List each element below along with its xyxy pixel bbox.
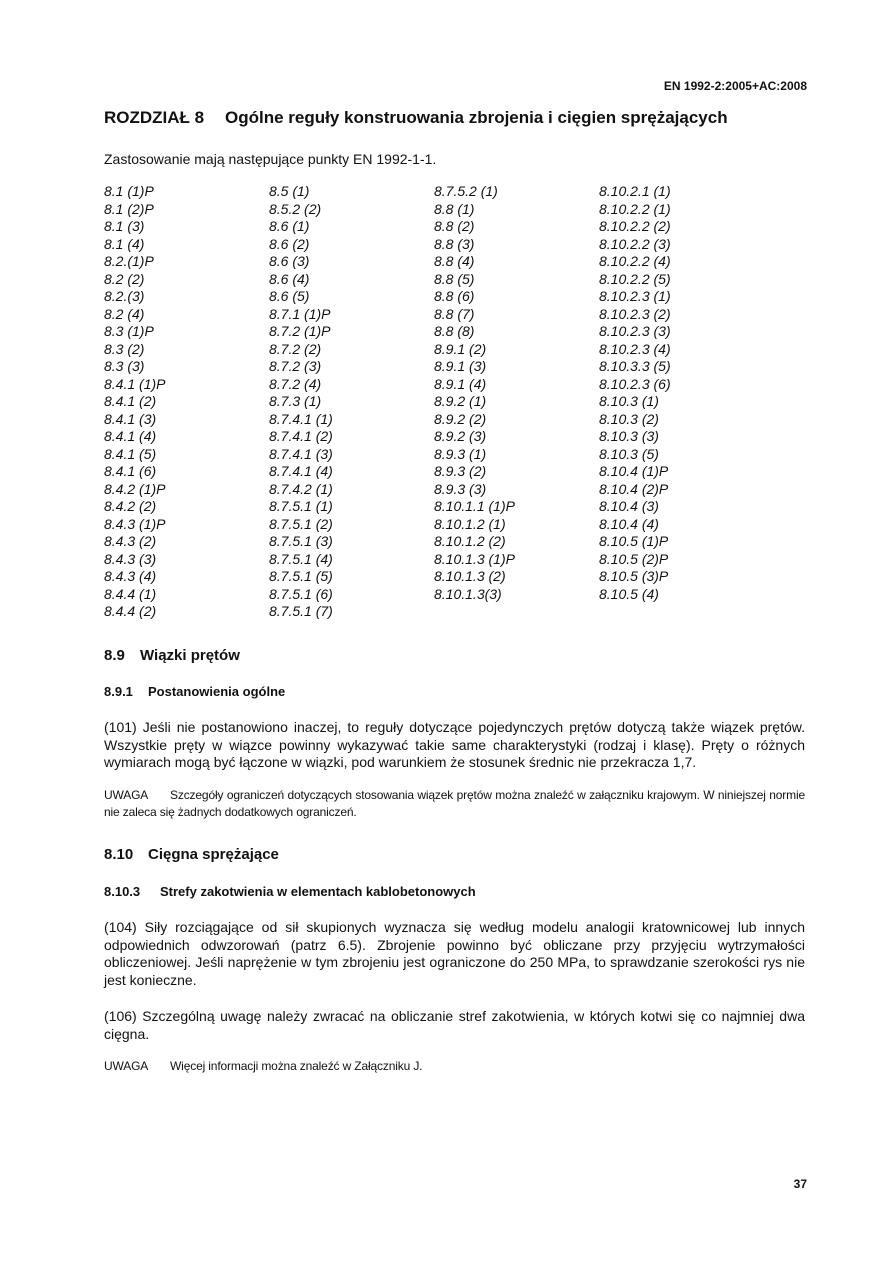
- clause-item: 8.10.2.2 (2): [599, 218, 671, 234]
- chapter-number: ROZDZIAŁ 8: [104, 108, 205, 127]
- clause-item: 8.10.3 (2): [599, 410, 659, 427]
- clause-item: 8.10.5 (3)P: [599, 568, 669, 584]
- clause-item: 8.10.2.3 (2): [599, 305, 671, 322]
- clause-item: 8.10.1.2 (2): [434, 533, 506, 549]
- note-8-9: [104, 787, 805, 821]
- clause-column-2: [269, 183, 333, 621]
- clause-item: 8.2.(1)P: [104, 253, 154, 269]
- clause-item: 8.8 (3): [434, 235, 475, 252]
- clause-item: 8.8 (1): [434, 200, 475, 217]
- clause-item: 8.10.3.3 (5): [599, 358, 671, 374]
- clause-item: 8.10.2.3 (4): [599, 340, 671, 357]
- clause-item: 8.2 (2): [104, 270, 145, 287]
- clause-item: 8.6 (3): [269, 253, 310, 269]
- chapter-title: [104, 108, 728, 128]
- note-label: UWAGA: [104, 1059, 149, 1073]
- note-text: Więcej informacji można znaleźć w Załączniku J.: [170, 1059, 423, 1073]
- clause-item: 8.7.5.1 (1): [269, 498, 333, 514]
- clause-column-3: [434, 183, 515, 603]
- clause-item: 8.2.(3): [104, 288, 145, 304]
- subsection-number: 8.9.1: [104, 684, 133, 699]
- clause-column-4: [599, 183, 671, 603]
- clause-item: 8.9.2 (1): [434, 393, 487, 409]
- clause-item: 8.4.1 (5): [104, 445, 157, 462]
- clause-item: 8.7.5.1 (6): [269, 585, 333, 602]
- clause-item: 8.7.4.1 (4): [269, 463, 333, 479]
- clause-item: 8.7.5.1 (4): [269, 550, 333, 567]
- clause-item: 8.7.2 (4): [269, 375, 322, 392]
- clause-item: 8.9.3 (2): [434, 463, 487, 479]
- clause-item: 8.4.1 (4): [104, 428, 157, 444]
- clause-item: 8.10.2.2 (4): [599, 253, 671, 269]
- clause-item: 8.8 (8): [434, 323, 475, 339]
- clause-item: 8.7.3 (1): [269, 393, 322, 409]
- clause-item: 8.9.3 (1): [434, 445, 487, 462]
- clause-item: 8.9.2 (3): [434, 428, 487, 444]
- clause-item: 8.4.3 (3): [104, 550, 157, 567]
- clause-item: 8.2 (4): [104, 305, 145, 322]
- clause-item: 8.9.1 (2): [434, 340, 487, 357]
- clause-item: 8.10.4 (3): [599, 498, 659, 514]
- clause-item: 8.7.4.1 (1): [269, 410, 333, 427]
- subsection-number: 8.10.3: [104, 884, 141, 899]
- clause-item: 8.8 (5): [434, 270, 475, 287]
- paragraph-104: (104) Siły rozciągające od sił skupionych wyznacza się według modelu analogii kratownicowej lub innych odpowiednich odwzorowań (patrz 6.5). Zbrojenie powinno być obliczane przy przyjęciu wytrzymałości obliczeniowej. Jeśli naprężenie w tym zbrojeniu jest ograniczone do 250 MPa, to sprawdzanie szerokości rys nie jest konieczne.: [104, 919, 805, 989]
- clause-item: 8.10.3 (1): [599, 393, 659, 409]
- section-title: Wiązki prętów: [140, 647, 240, 664]
- clause-item: 8.7.2 (3): [269, 358, 322, 374]
- section-number: 8.10: [104, 846, 134, 863]
- clause-item: 8.7.5.1 (7): [269, 603, 333, 619]
- clause-item: 8.5 (1): [269, 183, 310, 199]
- page-number: 37: [793, 1177, 807, 1191]
- note-8-10: [104, 1058, 805, 1075]
- section-number: 8.9: [104, 647, 125, 664]
- note-text: Szczegóły ograniczeń dotyczących stosowania wiązek prętów można znaleźć w załączniku krajowym. W niniejszej normie nie zaleca się żadnych dodatkowych ograniczeń.: [104, 788, 805, 819]
- clause-item: 8.10.1.2 (1): [434, 515, 506, 532]
- clause-item: 8.1 (1)P: [104, 183, 154, 199]
- clause-item: 8.9.2 (2): [434, 410, 487, 427]
- clause-item: 8.10.3 (3): [599, 428, 659, 444]
- clause-item: 8.10.3 (5): [599, 445, 659, 462]
- clause-item: 8.3 (1)P: [104, 323, 154, 339]
- clause-item: 8.7.1 (1)P: [269, 305, 331, 322]
- clause-item: 8.5.2 (2): [269, 200, 322, 217]
- clause-item: 8.9.1 (4): [434, 375, 487, 392]
- clause-item: 8.6 (4): [269, 270, 310, 287]
- clause-item: 8.8 (4): [434, 253, 475, 269]
- clause-item: 8.7.5.2 (1): [434, 183, 498, 199]
- clause-item: 8.4.1 (2): [104, 393, 157, 409]
- clause-item: 8.7.2 (2): [269, 340, 322, 357]
- clause-item: 8.4.3 (1)P: [104, 515, 166, 532]
- clause-item: 8.10.2.2 (5): [599, 270, 671, 287]
- paragraph-106: (106) Szczególną uwagę należy zwracać na obliczanie stref zakotwienia, w których kotwi się co najmniej dwa cięgna.: [104, 1008, 805, 1042]
- clause-item: 8.8 (7): [434, 305, 475, 322]
- clause-item: 8.4.3 (4): [104, 568, 157, 584]
- clause-item: 8.6 (2): [269, 235, 310, 252]
- clause-item: 8.10.1.3 (1)P: [434, 550, 515, 567]
- paragraph-101: (101) Jeśli nie postanowiono inaczej, to reguły dotyczące pojedynczych prętów dotyczą także wiązek prętów. Wszystkie pręty w wiązce powinny wykazywać takie same charakterystyki (rodzaj i klasę). Pręty o różnych wymiarach mogą być łączone w wiązki, pod warunkiem że stosunek średnic nie przekracza 1,7.: [104, 719, 805, 771]
- note-label: UWAGA: [104, 788, 149, 802]
- clause-item: 8.10.2.3 (1): [599, 288, 671, 304]
- clause-item: 8.9.3 (3): [434, 480, 487, 497]
- clause-item: 8.4.4 (1): [104, 585, 157, 602]
- subsection-heading-8-10-3: [104, 884, 476, 899]
- chapter-title-text: Ogólne reguły konstruowania zbrojenia i cięgien sprężających: [225, 108, 728, 127]
- clause-item: 8.7.2 (1)P: [269, 323, 331, 339]
- clause-item: 8.10.1.1 (1)P: [434, 498, 515, 514]
- clause-item: 8.4.3 (2): [104, 533, 157, 549]
- clause-item: 8.4.2 (2): [104, 498, 157, 514]
- clause-item: 8.10.4 (2)P: [599, 480, 669, 497]
- clause-item: 8.10.2.3 (6): [599, 375, 671, 392]
- clause-item: 8.10.2.1 (1): [599, 183, 671, 199]
- clause-item: 8.1 (2)P: [104, 200, 154, 217]
- clause-item: 8.10.5 (4): [599, 585, 659, 602]
- clause-item: 8.6 (1): [269, 218, 310, 234]
- clause-item: 8.10.1.3(3): [434, 585, 502, 602]
- subsection-heading-8-9-1: [104, 684, 285, 699]
- clause-item: 8.4.1 (6): [104, 463, 157, 479]
- clause-item: 8.3 (2): [104, 340, 145, 357]
- clause-item: 8.10.4 (1)P: [599, 463, 669, 479]
- clause-item: 8.10.5 (2)P: [599, 550, 669, 567]
- clause-item: 8.7.5.1 (5): [269, 568, 333, 584]
- clause-item: 8.7.5.1 (3): [269, 533, 333, 549]
- clause-item: 8.9.1 (3): [434, 358, 487, 374]
- clause-item: 8.4.1 (1)P: [104, 375, 166, 392]
- clause-column-1: [104, 183, 165, 621]
- section-title: Cięgna sprężające: [148, 846, 279, 863]
- section-heading-8-9: [104, 647, 240, 664]
- intro-text: Zastosowanie mają następujące punkty EN 1992-1-1.: [104, 151, 437, 167]
- clause-item: 8.10.4 (4): [599, 515, 659, 532]
- clause-item: 8.10.5 (1)P: [599, 533, 669, 549]
- standard-header: EN 1992-2:2005+AC:2008: [663, 79, 807, 93]
- clause-item: 8.7.4.1 (3): [269, 445, 333, 462]
- clause-item: 8.10.2.2 (1): [599, 200, 671, 217]
- clause-item: 8.1 (4): [104, 235, 145, 252]
- clause-item: 8.8 (2): [434, 218, 475, 234]
- subsection-title: Strefy zakotwienia w elementach kablobetonowych: [160, 884, 476, 899]
- clause-item: 8.3 (3): [104, 358, 145, 374]
- clause-item: 8.7.4.2 (1): [269, 480, 333, 497]
- clause-item: 8.10.2.3 (3): [599, 323, 671, 339]
- clause-item: 8.4.2 (1)P: [104, 480, 166, 497]
- clause-item: 8.7.5.1 (2): [269, 515, 333, 532]
- section-heading-8-10: [104, 846, 279, 863]
- clause-item: 8.1 (3): [104, 218, 145, 234]
- clause-item: 8.4.4 (2): [104, 603, 157, 619]
- clause-item: 8.4.1 (3): [104, 410, 157, 427]
- clause-item: 8.10.2.2 (3): [599, 235, 671, 252]
- clause-item: 8.10.1.3 (2): [434, 568, 506, 584]
- clause-item: 8.6 (5): [269, 288, 310, 304]
- subsection-title: Postanowienia ogólne: [148, 684, 286, 699]
- clause-item: 8.7.4.1 (2): [269, 428, 333, 444]
- clause-item: 8.8 (6): [434, 288, 475, 304]
